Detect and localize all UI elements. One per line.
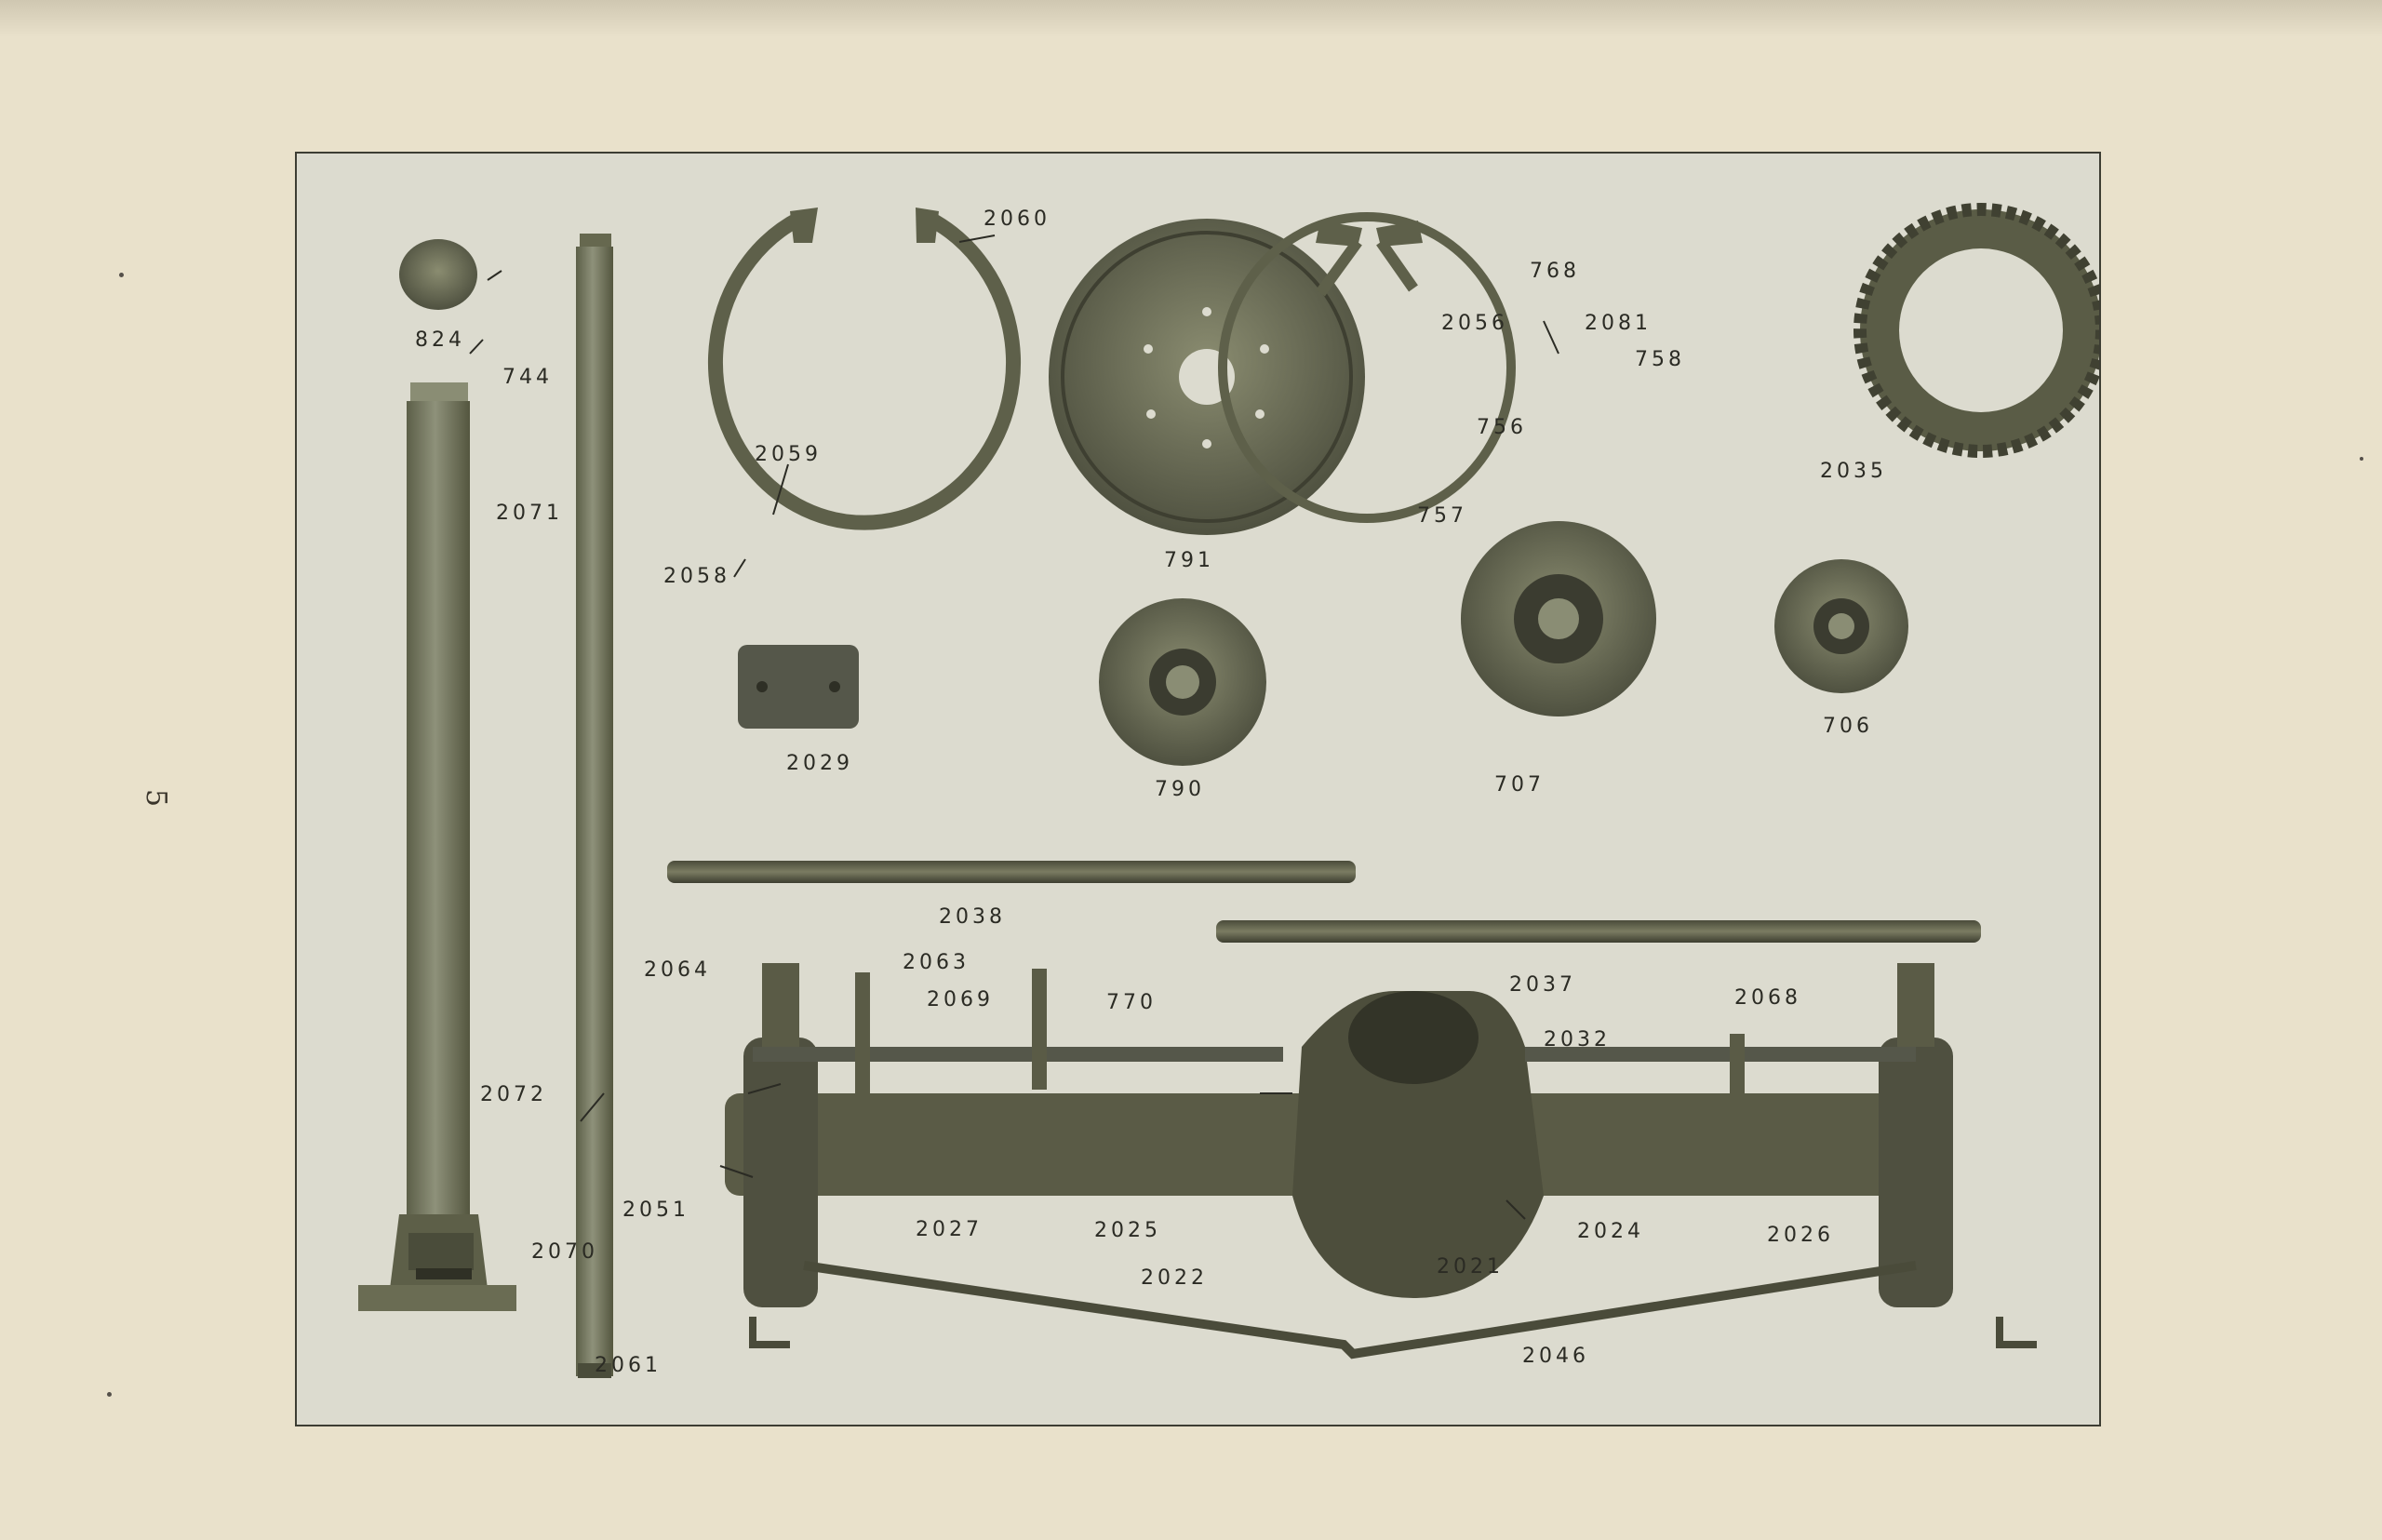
label-2035: 2035 xyxy=(1820,460,1887,483)
label-2024: 2024 xyxy=(1577,1220,1644,1243)
label-824: 824 xyxy=(415,328,465,352)
part-rear-axle-housing xyxy=(725,963,2037,1354)
label-2046: 2046 xyxy=(1522,1345,1589,1368)
label-2060: 2060 xyxy=(984,208,1050,231)
label-2022: 2022 xyxy=(1141,1266,1208,1290)
label-2029: 2029 xyxy=(786,752,853,775)
label-2021: 2021 xyxy=(1437,1255,1504,1279)
label-2037: 2037 xyxy=(1509,973,1576,997)
part-2037-axle-shaft xyxy=(1216,920,1981,943)
label-2056: 2056 xyxy=(1441,312,1508,335)
part-2038-axle-shaft xyxy=(667,861,1356,883)
label-2032: 2032 xyxy=(1544,1028,1611,1051)
label-757: 757 xyxy=(1417,504,1467,528)
paper-speck xyxy=(2360,457,2363,461)
label-744: 744 xyxy=(502,366,553,389)
label-2025: 2025 xyxy=(1094,1219,1161,1242)
part-2029-bracket xyxy=(738,645,859,729)
part-707-differential-case xyxy=(1461,521,1656,716)
label-2058: 2058 xyxy=(663,565,730,588)
paper-speck xyxy=(119,273,124,277)
label-2069: 2069 xyxy=(927,988,994,1011)
part-791-brake-drum xyxy=(1049,219,1365,535)
label-707: 707 xyxy=(1494,773,1545,797)
part-706-differential-case xyxy=(1774,559,1908,693)
part-2071-torque-tube xyxy=(358,382,516,1311)
label-2071: 2071 xyxy=(496,502,563,525)
label-2081: 2081 xyxy=(1585,312,1652,335)
label-768: 768 xyxy=(1530,260,1580,283)
label-2070: 2070 xyxy=(531,1240,598,1264)
label-2038: 2038 xyxy=(939,905,1006,929)
part-2035-ring-gear xyxy=(1860,209,2099,451)
label-770: 770 xyxy=(1106,991,1157,1014)
label-2027: 2027 xyxy=(916,1218,983,1241)
part-790-hub-flange xyxy=(1099,598,1266,766)
part-2070-shaft xyxy=(576,234,613,1378)
label-2059: 2059 xyxy=(755,443,822,466)
label-2061: 2061 xyxy=(595,1354,662,1377)
label-2051: 2051 xyxy=(622,1199,689,1222)
label-790: 790 xyxy=(1155,778,1205,801)
part-824-cap xyxy=(399,239,477,310)
label-2063: 2063 xyxy=(903,951,970,974)
label-2064: 2064 xyxy=(644,958,711,982)
label-2026: 2026 xyxy=(1767,1224,1834,1247)
label-791: 791 xyxy=(1164,549,1214,572)
paper-speck xyxy=(107,1392,112,1397)
label-2068: 2068 xyxy=(1734,986,1801,1010)
label-758: 758 xyxy=(1635,348,1685,371)
page-top-shadow xyxy=(0,0,2382,37)
label-756: 756 xyxy=(1477,416,1527,439)
label-2072: 2072 xyxy=(480,1083,547,1106)
page-number: 5 xyxy=(140,788,173,808)
label-706: 706 xyxy=(1823,715,1873,738)
photo-plate xyxy=(295,152,2101,1426)
part-2058-brake-band xyxy=(716,208,1013,523)
